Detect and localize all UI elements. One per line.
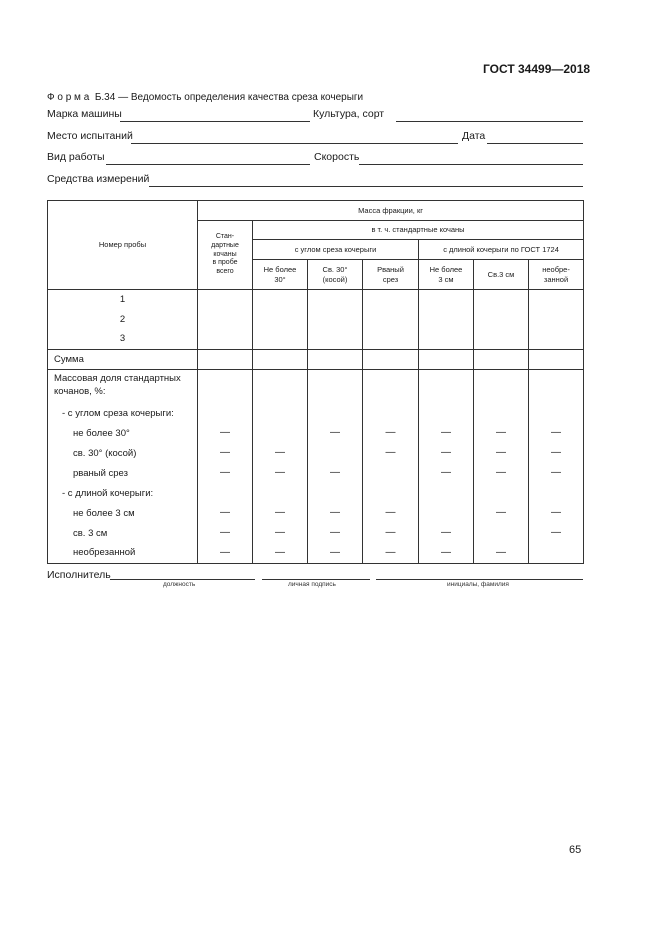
machine-label: Марка машины <box>47 108 122 120</box>
table-cell[interactable] <box>474 524 529 544</box>
subcol-header: Не более 30° <box>253 260 308 290</box>
dash-cell: — <box>529 504 584 524</box>
table-cell[interactable] <box>529 290 584 310</box>
table-cell[interactable] <box>419 484 474 504</box>
signature-caption: личная подпись <box>288 581 336 588</box>
speed-label: Скорость <box>314 151 360 163</box>
fraction-mass-header: Масса фракции, кг <box>198 201 584 221</box>
form-title: Ф о р м а Б.34 — Ведомость определения качества среза кочерыги <box>47 92 364 103</box>
dash-cell: — <box>198 524 253 544</box>
speed-line[interactable] <box>359 164 583 165</box>
table-cell[interactable] <box>474 370 529 404</box>
table-cell[interactable] <box>474 310 529 330</box>
dash-cell: — <box>529 464 584 484</box>
dash-cell: — <box>363 424 419 444</box>
dash-cell: — <box>253 524 308 544</box>
sample-number: 3 <box>48 330 198 350</box>
table-cell[interactable] <box>529 484 584 504</box>
instruments-label: Средства измерений <box>47 173 150 185</box>
dash-cell: — <box>198 424 253 444</box>
table-cell[interactable] <box>419 350 474 370</box>
share-row-label: рваный срез <box>48 464 198 484</box>
share-label: Массовая доля стандартных кочанов, %: <box>48 370 198 404</box>
position-caption: должность <box>163 581 196 588</box>
table-cell[interactable] <box>419 290 474 310</box>
dash-cell: — <box>529 444 584 464</box>
share-row-label: - с длиной кочерыги: <box>48 484 198 504</box>
dash-cell: — <box>419 464 474 484</box>
table-cell[interactable] <box>253 350 308 370</box>
table-cell[interactable] <box>474 290 529 310</box>
quality-table <box>47 200 584 564</box>
share-row-label: не более 30° <box>48 424 198 444</box>
stalk-length-header: с длиной кочерыги по ГОСТ 1724 <box>419 240 584 260</box>
table-cell[interactable] <box>253 404 308 424</box>
table-cell[interactable] <box>253 290 308 310</box>
table-cell[interactable] <box>308 330 363 350</box>
table-cell[interactable] <box>198 484 253 504</box>
executor-label: Исполнитель <box>47 569 111 581</box>
table-cell[interactable] <box>198 370 253 404</box>
dash-cell: — <box>419 524 474 544</box>
subcol-header: Св.3 см <box>474 260 529 290</box>
table-cell[interactable] <box>529 544 584 564</box>
dash-cell: — <box>529 424 584 444</box>
table-cell[interactable] <box>308 484 363 504</box>
place-label: Место испытаний <box>47 130 133 142</box>
dash-cell: — <box>198 504 253 524</box>
table-cell[interactable] <box>308 444 363 464</box>
table-cell[interactable] <box>419 310 474 330</box>
table-cell[interactable] <box>198 330 253 350</box>
dash-cell: — <box>198 464 253 484</box>
dash-cell: — <box>198 544 253 564</box>
dash-cell: — <box>363 504 419 524</box>
table-cell[interactable] <box>253 484 308 504</box>
standard-total-header: Стан- дартные кочаны в пробе всего <box>198 221 253 290</box>
crop-label: Культура, сорт <box>313 108 385 120</box>
sum-label: Сумма <box>48 350 198 370</box>
date-label: Дата <box>462 130 486 142</box>
dash-cell: — <box>419 444 474 464</box>
dash-cell: — <box>198 444 253 464</box>
dash-cell: — <box>419 424 474 444</box>
table-cell[interactable] <box>363 484 419 504</box>
dash-cell: — <box>308 544 363 564</box>
share-row-label: необрезанной <box>48 544 198 564</box>
dash-cell: — <box>363 544 419 564</box>
table-cell[interactable] <box>198 290 253 310</box>
dash-cell: — <box>363 524 419 544</box>
incl-standard-header: в т. ч. стандартные кочаны <box>253 221 584 240</box>
table-cell[interactable] <box>419 370 474 404</box>
dash-cell: — <box>474 424 529 444</box>
work-label: Вид работы <box>47 151 105 163</box>
dash-cell: — <box>253 544 308 564</box>
table-cell[interactable] <box>529 350 584 370</box>
table-cell[interactable] <box>529 330 584 350</box>
name-caption: инициалы, фамилия <box>447 581 509 588</box>
table-cell[interactable] <box>474 330 529 350</box>
table-cell[interactable] <box>529 310 584 330</box>
table-cell[interactable] <box>419 404 474 424</box>
subcol-header: Св. 30° (косой) <box>308 260 363 290</box>
signature-line[interactable] <box>262 579 370 580</box>
table-cell[interactable] <box>363 370 419 404</box>
dash-cell: — <box>474 464 529 484</box>
subcol-header: Рваный срез <box>363 260 419 290</box>
table-cell[interactable] <box>474 404 529 424</box>
crop-line[interactable] <box>396 121 583 122</box>
table-cell[interactable] <box>198 350 253 370</box>
table-cell[interactable] <box>253 370 308 404</box>
sample-header: Номер пробы <box>48 201 198 290</box>
dash-cell: — <box>474 544 529 564</box>
table-cell[interactable] <box>419 330 474 350</box>
date-line[interactable] <box>487 143 583 144</box>
place-line[interactable] <box>131 143 458 144</box>
name-line[interactable] <box>376 579 583 580</box>
table-cell[interactable] <box>363 330 419 350</box>
table-cell[interactable] <box>253 310 308 330</box>
sample-number: 1 <box>48 290 198 310</box>
dash-cell: — <box>363 444 419 464</box>
subcol-header: необре- занной <box>529 260 584 290</box>
dash-cell: — <box>308 464 363 484</box>
table-cell[interactable] <box>529 370 584 404</box>
standard-code: ГОСТ 34499—2018 <box>483 62 591 76</box>
page-number: 65 <box>569 844 582 856</box>
share-row-label: св. 3 см <box>48 524 198 544</box>
dash-cell: — <box>308 424 363 444</box>
sample-number: 2 <box>48 310 198 330</box>
table-cell[interactable] <box>198 404 253 424</box>
table-cell[interactable] <box>253 424 308 444</box>
share-row-label: не более 3 см <box>48 504 198 524</box>
table-cell[interactable] <box>308 310 363 330</box>
dash-cell: — <box>253 464 308 484</box>
dash-cell: — <box>419 544 474 564</box>
table-cell[interactable] <box>529 404 584 424</box>
cut-angle-header: с углом среза кочерыги <box>253 240 419 260</box>
dash-cell: — <box>474 444 529 464</box>
table-cell[interactable] <box>363 404 419 424</box>
work-line[interactable] <box>106 164 310 165</box>
instruments-line[interactable] <box>149 186 583 187</box>
position-line[interactable] <box>110 579 255 580</box>
table-cell[interactable] <box>363 464 419 484</box>
dash-cell: — <box>253 504 308 524</box>
table-cell[interactable] <box>308 350 363 370</box>
share-row-label: - с углом среза кочерыги: <box>48 404 198 424</box>
subcol-header: Не более 3 см <box>419 260 474 290</box>
table-cell[interactable] <box>308 370 363 404</box>
dash-cell: — <box>308 524 363 544</box>
table-cell[interactable] <box>363 290 419 310</box>
table-cell[interactable] <box>474 350 529 370</box>
table-cell[interactable] <box>308 404 363 424</box>
dash-cell: — <box>253 444 308 464</box>
table-cell[interactable] <box>253 330 308 350</box>
table-cell[interactable] <box>474 484 529 504</box>
machine-line[interactable] <box>120 121 310 122</box>
table-cell[interactable] <box>363 350 419 370</box>
dash-cell: — <box>474 504 529 524</box>
table-cell[interactable] <box>363 310 419 330</box>
table-cell[interactable] <box>198 310 253 330</box>
dash-cell: — <box>529 524 584 544</box>
dash-cell: — <box>308 504 363 524</box>
table-cell[interactable] <box>308 290 363 310</box>
share-row-label: св. 30° (косой) <box>48 444 198 464</box>
table-cell[interactable] <box>419 504 474 524</box>
